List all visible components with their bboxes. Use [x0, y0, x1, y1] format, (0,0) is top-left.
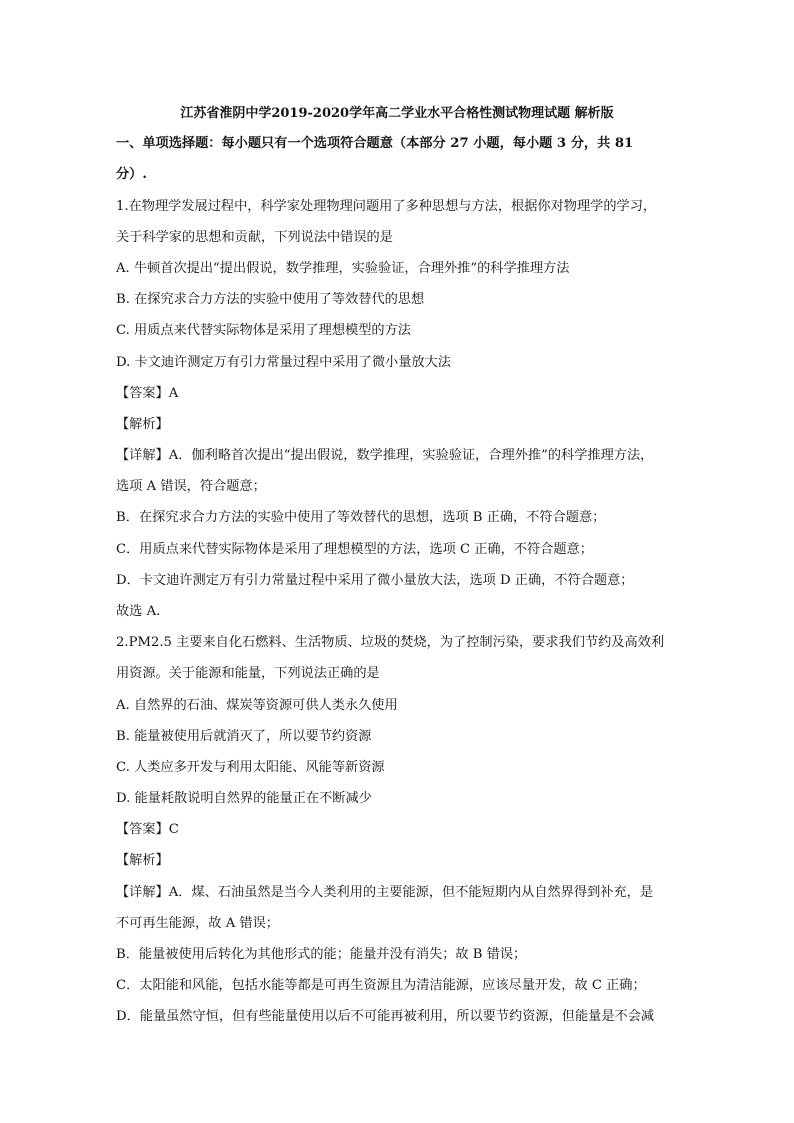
q2-detail: 【详解】A．煤、石油虽然是当今人类利用的主要能源，但不能短期内从自然界得到补充，是	[116, 885, 654, 900]
q1-analysis-label: 【解析】	[116, 417, 169, 432]
q1-option-d: D. 卡文迪许测定万有引力常量过程中采用了微小量放大法	[116, 355, 451, 370]
q2-detail: D．能量虽然守恒，但有些能量使用以后不可能再被利用，所以要节约资源，但能量是不会减	[116, 1009, 655, 1024]
q1-detail: 【详解】A．伽利略首次提出“提出假说，数学推理，实验验证，合理外推”的科学推理方法，	[116, 448, 654, 463]
q1-stem: 1.在物理学发展过程中，科学家处理物理问题用了多种思想与方法，根据你对物理学的学习，	[116, 199, 657, 214]
section-heading-continued: 分）.	[116, 167, 147, 182]
q1-option-a: A. 牛顿首次提出“提出假说，数学推理，实验验证，合理外推”的科学推理方法	[116, 261, 570, 276]
q2-detail: C．太阳能和风能，包括水能等都是可再生资源且为清洁能源，应该尽量开发，故 C 正确；	[116, 978, 646, 993]
q1-stem-continued: 关于科学家的思想和贡献，下列说法中错误的是	[116, 230, 393, 245]
q2-stem: 2.PM2.5 主要来自化石燃料、生活物质、垃圾的焚烧，为了控制污染，要求我们节约及高效利	[116, 635, 665, 650]
section-heading: 一、单项选择题：每小题只有一个选项符合题意（本部分 27 小题，每小题 3 分，共 81	[116, 136, 634, 151]
document-title: 江苏省淮阴中学2019-2020学年高二学业水平合格性测试物理试题 解析版	[180, 106, 614, 121]
q2-detail: 不可再生能源，故 A 错误；	[116, 916, 279, 931]
q1-detail: B．在探究求合力方法的实验中使用了等效替代的思想，选项 B 正确，不符合题意；	[116, 510, 606, 525]
q2-option-a: A. 自然界的石油、煤炭等资源可供人类永久使用	[116, 698, 398, 713]
q1-conclusion: 故选 A.	[116, 604, 161, 619]
q2-detail: B．能量被使用后转化为其他形式的能；能量并没有消失；故 B 错误；	[116, 947, 527, 962]
q2-stem-continued: 用资源。关于能源和能量，下列说法正确的是	[116, 666, 380, 681]
q1-detail: D．卡文迪许测定万有引力常量过程中采用了微小量放大法，选项 D 正确，不符合题意；	[116, 573, 634, 588]
q2-option-d: D. 能量耗散说明自然界的能量正在不断减少	[116, 791, 372, 806]
q1-detail: C．用质点来代替实际物体是采用了理想模型的方法，选项 C 正确，不符合题意；	[116, 542, 593, 557]
q1-detail: 选项 A 错误，符合题意；	[116, 479, 266, 494]
q2-answer: 【答案】C	[116, 822, 179, 837]
q1-option-b: B. 在探究求合力方法的实验中使用了等效替代的思想	[116, 292, 425, 307]
q2-analysis-label: 【解析】	[116, 853, 169, 868]
q2-option-b: B. 能量被使用后就消灭了，所以要节约资源	[116, 729, 372, 744]
q1-answer: 【答案】A	[116, 386, 179, 401]
q2-option-c: C. 人类应多开发与利用太阳能、风能等新资源	[116, 760, 385, 775]
q1-option-c: C. 用质点来代替实际物体是采用了理想模型的方法	[116, 323, 411, 338]
